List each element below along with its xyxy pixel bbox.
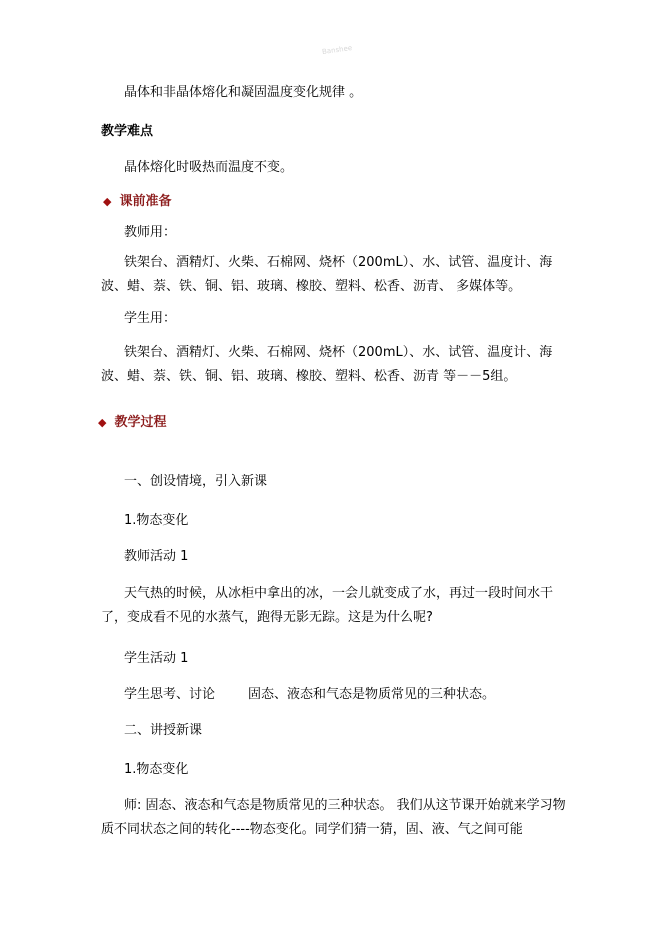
teacher-activity-label: 教师活动 1 xyxy=(124,549,189,564)
student-materials-label: 学生用： xyxy=(124,311,177,326)
section-heading-process xyxy=(98,415,166,431)
student-activity-label: 学生活动 1 xyxy=(124,651,189,666)
diamond-bullet-icon: ◆ xyxy=(98,416,107,429)
section-heading-label: 教学过程 xyxy=(114,415,167,430)
topic-title: 1.物态变化 xyxy=(124,513,189,528)
teacher-speech-text: 师: 固态、液态和气态是物质常见的三种状态。 我们从这节课开始就来学习物质不同状态之间的转化----物态变化。同学们猜一猜，固、液、气之间可能 xyxy=(101,798,566,837)
teacher-materials-list: 铁架台、酒精灯、火柴、石棉网、烧杯（200mL）、水、试管、温度计、海波、蜡、萘、铁、铜、铝、玻璃、橡胶、塑料、松香、沥青、 多媒体等。 xyxy=(101,255,553,294)
text-line: 晶体和非晶体熔化和凝固温度变化规律 。 xyxy=(124,85,363,100)
section-heading-label: 课前准备 xyxy=(119,194,172,209)
watermark: Banshee xyxy=(321,43,353,57)
subsection-title: 一、创设情境，引入新课 xyxy=(124,474,268,489)
heading-teaching-difficulty: 教学难点 xyxy=(101,124,154,139)
section-heading-preparation xyxy=(103,194,171,210)
diamond-bullet-icon: ◆ xyxy=(103,195,112,208)
student-activity-text: 学生思考、讨论 固态、液态和气态是物质常见的三种状态。 xyxy=(124,687,496,702)
teacher-activity-text: 天气热的时候，从冰柜中拿出的冰，一会儿就变成了水，再过一段时间水干了，变成看不见的水蒸气，跑得无影无踪。这是为什么呢? xyxy=(101,586,554,625)
text-line: 晶体熔化时吸热而温度不变。 xyxy=(124,160,294,175)
topic-title: 1.物态变化 xyxy=(124,762,189,777)
student-materials-list: 铁架台、酒精灯、火柴、石棉网、烧杯（200mL）、水、试管、温度计、海波、蜡、萘、铁、铜、铝、玻璃、橡胶、塑料、松香、沥青 等－－5组。 xyxy=(101,345,553,384)
teacher-materials-label: 教师用： xyxy=(124,225,177,240)
subsection-title: 二、讲授新课 xyxy=(124,723,203,738)
